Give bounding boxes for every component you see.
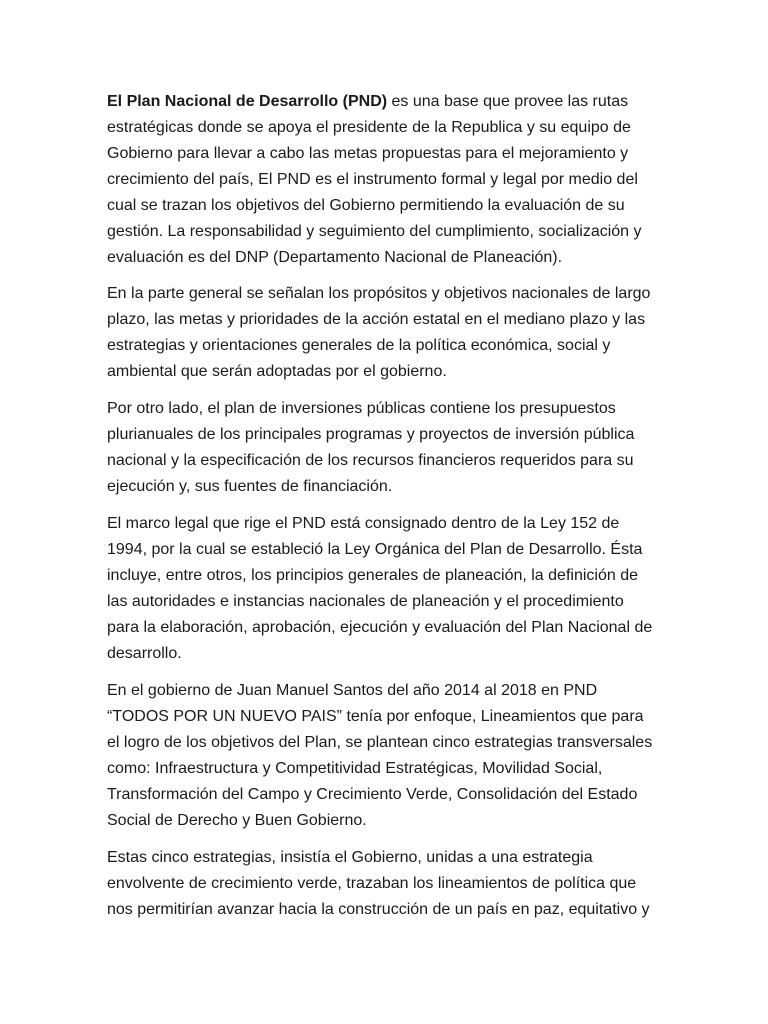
paragraph-pnd-definition (107, 89, 659, 271)
paragraph-text: es una base que provee las rutas estratégicas donde se apoya el presidente de la Republica y su equipo de Gobierno para llevar a cabo las metas propuestas para el mejoramiento y crecimiento del país, El PND es el instrumento formal y legal por medio del cual se trazan los objetivos del Gobierno permitiendo la evaluación de su gestión. La responsabilidad y seguimiento del cumplimiento, socialización y evaluación es del DNP (Departamento Nacional de Planeación). (107, 93, 642, 266)
paragraph-five-strategies: Estas cinco estrategias, insistía el Gobierno, unidas a una estrategia envolvente de crecimiento verde, trazaban los lineamientos de política que nos permitirían avanzar hacia la construcción de un país en paz, equitativo y (107, 849, 650, 918)
paragraph-legal-framework: El marco legal que rige el PND está consignado dentro de la Ley 152 de 1994, por la cual se estableció la Ley Orgánica del Plan de Desarrollo. Ésta incluye, entre otros, los principios generales de planeación, la definición de las autoridades e instancias nacionales de planeación y el procedimiento para la elaboración, aprobación, ejecución y evaluación del Plan Nacional de desarrollo. (107, 515, 653, 662)
paragraph-investment-plan: Por otro lado, el plan de inversiones públicas contiene los presupuestos plurianuales de los principales programas y proyectos de inversión pública nacional y la especificación de los recursos financieros requeridos para su ejecución y, sus fuentes de financiación. (107, 400, 635, 495)
paragraph-santos-government: En el gobierno de Juan Manuel Santos del año 2014 al 2018 en PND “TODOS POR UN NUEVO PAIS” tenía por enfoque, Lineamientos que para el logro de los objetivos del Plan, se plantean cinco estrategias transversales como: Infraestructura y Competitividad Estratégicas, Movilidad Social, Transformación del Campo y Crecimiento Verde, Consolidación del Estado Social de Derecho y Buen Gobierno. (107, 682, 653, 829)
document-body (107, 89, 659, 934)
paragraph-lead-term: El Plan Nacional de Desarrollo (PND) (107, 93, 388, 110)
paragraph-general-part: En la parte general se señalan los propósitos y objetivos nacionales de largo plazo, las metas y prioridades de la acción estatal en el mediano plazo y las estrategias y orientaciones generales de la política económica, social y ambiental que serán adoptadas por el gobierno. (107, 285, 651, 380)
